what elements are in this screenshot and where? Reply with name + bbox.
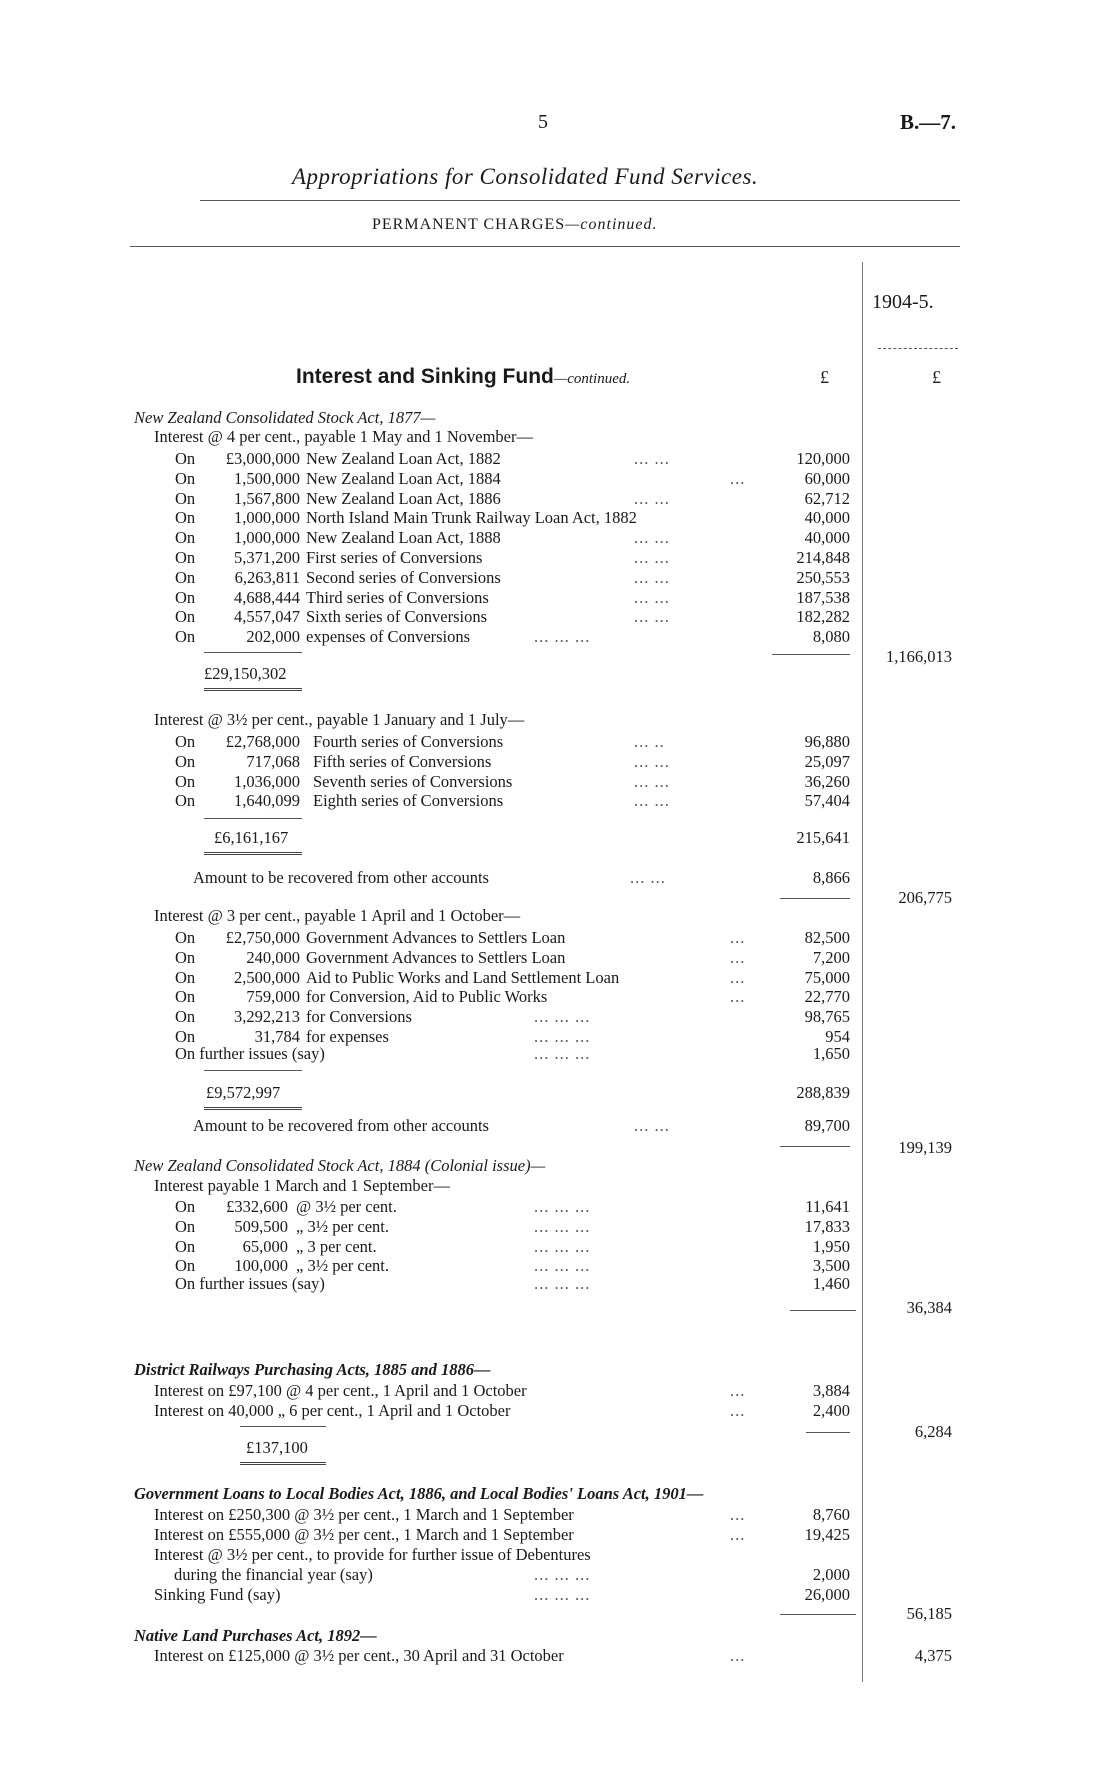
row-description: New Zealand Loan Act, 1884 <box>306 468 501 488</box>
year-heading: 1904-5. <box>872 291 934 313</box>
row-leader: ... ... <box>634 607 670 627</box>
interest-3pct-heading: Interest @ 3 per cent., payable 1 April and 1 October— <box>154 906 521 925</box>
row-description: North Island Main Trunk Railway Loan Act, 1882 <box>306 508 637 528</box>
row-on-label: On <box>175 967 196 987</box>
row-leader: ... <box>730 928 746 947</box>
document-reference: B.—7. <box>900 110 957 134</box>
table-row <box>0 772 1114 791</box>
row-description: Second series of Conversions <box>306 567 501 587</box>
subtitle-main: PERMANENT CHARGES <box>372 216 566 233</box>
native-land-row-1: Interest on £125,000 @ 3½ per cent., 30 April and 31 October <box>154 1646 564 1665</box>
row-on-label: On <box>175 468 196 488</box>
local-bodies-row-4: Sinking Fund (say) <box>154 1585 281 1604</box>
sum-1884: 36,384 <box>906 1298 952 1317</box>
further-issues-1884: On further issues (say) <box>175 1274 325 1293</box>
table-row <box>0 528 1114 547</box>
further-issues-1884-leader: ... ... ... <box>534 1274 591 1293</box>
table-row <box>0 752 1114 771</box>
row-amount: 240,000 <box>246 947 300 967</box>
row-leader: ... ... <box>634 528 670 548</box>
local-bodies-row-1-leader: ... <box>730 1505 746 1524</box>
row-leader: ... ... ... <box>534 627 591 647</box>
row-description: @ 3½ per cent. <box>296 1197 397 1216</box>
recovered-3half-label: Amount to be recovered from other accounts <box>193 868 489 887</box>
table-row <box>0 1256 1114 1275</box>
further-issues-3pct-value: 1,650 <box>812 1044 850 1063</box>
row-value: 182,282 <box>796 607 850 627</box>
interest-4pct-heading: Interest @ 4 per cent., payable 1 May and 1 November— <box>154 427 533 446</box>
row-on-label: On <box>175 987 196 1007</box>
district-railways-row-1-leader: ... <box>730 1381 746 1400</box>
total-3half-rule-top <box>204 818 302 819</box>
row-on-label: On <box>175 1007 196 1027</box>
district-railways-total: £137,100 <box>246 1438 308 1457</box>
district-railways-row-1: Interest on £97,100 @ 4 per cent., 1 April and 1 October <box>154 1381 527 1400</box>
local-bodies-sum: 56,185 <box>906 1604 952 1623</box>
table-row <box>0 469 1114 488</box>
table-row <box>0 948 1114 967</box>
row-on-label: On <box>175 1216 196 1236</box>
district-railways-total-rule-top <box>240 1426 326 1427</box>
row-on-label: On <box>175 928 196 947</box>
row-description: Eighth series of Conversions <box>313 791 504 811</box>
section-heading <box>296 366 630 387</box>
row-amount: 6,263,811 <box>234 567 300 587</box>
total-3pct: £9,572,997 <box>206 1083 281 1102</box>
row-leader: ... ... ... <box>534 1256 591 1276</box>
table-row <box>0 548 1114 567</box>
row-leader: ... ... ... <box>534 1236 591 1256</box>
district-railways-sum-rule <box>806 1432 850 1433</box>
row-value: 22,770 <box>804 987 850 1007</box>
row-amount: £332,600 <box>226 1197 288 1216</box>
table-row <box>0 1217 1114 1236</box>
total-3half-rule-bottom <box>204 852 302 855</box>
row-amount: 759,000 <box>246 987 300 1007</box>
row-amount: 4,557,047 <box>234 607 300 627</box>
total-4pct-rule-bottom <box>204 688 302 691</box>
row-description: New Zealand Loan Act, 1888 <box>306 528 501 548</box>
row-on-label: On <box>175 508 196 528</box>
row-value: 7,200 <box>812 947 850 967</box>
row-amount: £3,000,000 <box>225 449 300 468</box>
row-on-label: On <box>175 607 196 627</box>
district-railways-sum: 6,284 <box>914 1422 952 1441</box>
total-4pct-rule-top <box>204 652 302 653</box>
row-amount: 1,640,099 <box>234 791 300 811</box>
row-description: „ 3 per cent. <box>296 1236 377 1256</box>
table-row <box>0 1197 1114 1216</box>
row-leader: ... <box>730 947 746 967</box>
row-on-label: On <box>175 947 196 967</box>
interest-1884-heading: Interest payable 1 March and 1 September— <box>154 1176 450 1195</box>
row-description: Fourth series of Conversions <box>313 732 504 751</box>
row-amount: 65,000 <box>242 1236 288 1256</box>
local-bodies-row-2-leader: ... <box>730 1525 746 1544</box>
further-issues-1884-value: 1,460 <box>812 1274 850 1293</box>
net-3half-rule <box>780 898 850 899</box>
row-leader: ... ... <box>634 567 670 587</box>
table-row <box>0 568 1114 587</box>
section-continued: —continued. <box>553 371 631 387</box>
row-amount: 3,292,213 <box>234 1007 300 1027</box>
row-on-label: On <box>175 567 196 587</box>
local-bodies-sum-rule <box>780 1614 856 1615</box>
total-3half: £6,161,167 <box>214 828 289 847</box>
row-value: 954 <box>825 1027 850 1046</box>
page-title: Appropriations for Consolidated Fund Services. <box>292 164 759 189</box>
row-amount: 1,036,000 <box>234 771 300 791</box>
row-description: for Conversions <box>306 1007 412 1027</box>
row-value: 96,880 <box>804 732 850 751</box>
district-railways-row-2-value: 2,400 <box>812 1401 850 1420</box>
subtotal-4pct-rule <box>772 654 850 655</box>
table-row <box>0 1007 1114 1026</box>
net-3pct: 199,139 <box>898 1138 952 1157</box>
net-3pct-rule <box>780 1146 850 1147</box>
row-description: Seventh series of Conversions <box>313 771 513 791</box>
row-description: New Zealand Loan Act, 1882 <box>306 449 501 468</box>
row-value: 187,538 <box>796 587 850 607</box>
row-leader: ... ... <box>634 548 670 567</box>
row-on-label: On <box>175 548 196 567</box>
row-description: „ 3½ per cent. <box>296 1256 389 1276</box>
row-value: 8,080 <box>812 627 850 647</box>
net-3half: 206,775 <box>898 888 952 907</box>
row-leader: ... ... ... <box>534 1027 591 1046</box>
row-value: 36,260 <box>804 771 850 791</box>
local-bodies-row-3: Interest @ 3½ per cent., to provide for further issue of Debentures <box>154 1545 591 1564</box>
district-railways-row-2-leader: ... <box>730 1401 746 1420</box>
local-bodies-row-4-leader: ... ... ... <box>534 1585 591 1604</box>
subtitle-continued: —continued. <box>565 216 658 233</box>
row-description: Sixth series of Conversions <box>306 607 488 627</box>
row-value: 11,641 <box>805 1197 850 1216</box>
row-description: First series of Conversions <box>306 548 483 567</box>
section-title: Interest and Sinking Fund <box>296 365 554 388</box>
row-on-label: On <box>175 449 196 468</box>
local-bodies-row-3-value: 2,000 <box>812 1565 850 1584</box>
row-leader: ... ... <box>634 791 670 811</box>
row-value: 214,848 <box>796 548 850 567</box>
further-issues-3pct-leader: ... ... ... <box>534 1044 591 1063</box>
local-bodies-row-1: Interest on £250,300 @ 3½ per cent., 1 March and 1 September <box>154 1505 574 1524</box>
row-leader: ... ... <box>634 488 670 508</box>
district-railways-heading: District Railways Purchasing Acts, 1885 and 1886— <box>134 1360 491 1379</box>
row-value: 17,833 <box>804 1216 850 1236</box>
row-value: 57,404 <box>804 791 850 811</box>
row-amount: £2,768,000 <box>225 732 300 751</box>
row-leader: ... ... <box>634 449 670 468</box>
row-on-label: On <box>175 627 196 647</box>
table-row <box>0 508 1114 527</box>
native-land-row-1-leader: ... <box>730 1646 746 1665</box>
subtotal-3pct: 288,839 <box>796 1083 850 1102</box>
further-issues-3pct: On further issues (say) <box>175 1044 325 1063</box>
row-amount: 1,000,000 <box>234 508 300 528</box>
page-number: 5 <box>538 111 548 133</box>
recovered-3half-leader: ... ... <box>630 868 666 887</box>
row-leader: ... ... ... <box>534 1216 591 1236</box>
local-bodies-row-4-value: 26,000 <box>804 1585 850 1604</box>
row-on-label: On <box>175 1197 196 1216</box>
native-land-heading: Native Land Purchases Act, 1892— <box>134 1626 377 1645</box>
interest-3half-heading: Interest @ 3½ per cent., payable 1 January and 1 July— <box>154 710 525 729</box>
row-amount: 4,688,444 <box>234 587 300 607</box>
recovered-3pct-leader: ... ... <box>634 1116 670 1135</box>
title-rule <box>200 200 960 201</box>
row-amount: 2,500,000 <box>234 967 300 987</box>
row-description: Third series of Conversions <box>306 587 489 607</box>
row-value: 40,000 <box>804 528 850 548</box>
local-bodies-row-3-cont: during the financial year (say) <box>174 1565 373 1584</box>
row-leader: ... .. <box>634 732 665 751</box>
row-amount: 717,068 <box>246 751 300 771</box>
row-on-label: On <box>175 751 196 771</box>
page-subtitle <box>372 217 658 233</box>
total-3pct-rule-bottom <box>204 1107 302 1110</box>
row-value: 98,765 <box>804 1007 850 1027</box>
row-description: New Zealand Loan Act, 1886 <box>306 488 501 508</box>
row-value: 62,712 <box>804 488 850 508</box>
row-description: Aid to Public Works and Land Settlement Loan <box>306 967 620 987</box>
row-amount: 5,371,200 <box>234 548 300 567</box>
row-on-label: On <box>175 1236 196 1256</box>
row-amount: 31,784 <box>254 1027 300 1046</box>
row-value: 25,097 <box>804 751 850 771</box>
row-description: Fifth series of Conversions <box>313 751 492 771</box>
row-value: 60,000 <box>804 468 850 488</box>
table-row <box>0 1237 1114 1256</box>
row-amount: 509,500 <box>234 1216 288 1236</box>
recovered-3pct-label: Amount to be recovered from other accounts <box>193 1116 489 1135</box>
row-leader: ... ... <box>634 587 670 607</box>
table-row <box>0 489 1114 508</box>
row-value: 82,500 <box>804 928 850 947</box>
table-row <box>0 627 1114 646</box>
row-leader: ... ... <box>634 771 670 791</box>
row-leader: ... <box>730 987 746 1007</box>
pound-column-head: £ <box>820 367 829 387</box>
row-value: 3,500 <box>812 1256 850 1276</box>
recovered-3pct-value: 89,700 <box>804 1116 850 1135</box>
district-railways-row-2: Interest on 40,000 „ 6 per cent., 1 April and 1 October <box>154 1401 511 1420</box>
table-row <box>0 987 1114 1006</box>
row-value: 40,000 <box>804 508 850 528</box>
act-1884-heading: New Zealand Consolidated Stock Act, 1884 (Colonial issue)— <box>134 1156 546 1175</box>
row-leader: ... <box>730 967 746 987</box>
row-on-label: On <box>175 488 196 508</box>
row-amount: £2,750,000 <box>225 928 300 947</box>
row-amount: 1,000,000 <box>234 528 300 548</box>
row-on-label: On <box>175 587 196 607</box>
row-description: expenses of Conversions <box>306 627 471 647</box>
row-value: 1,950 <box>812 1236 850 1256</box>
row-on-label: On <box>175 791 196 811</box>
row-description: for Conversion, Aid to Public Works <box>306 987 548 1007</box>
subtitle-rule <box>130 246 960 247</box>
local-bodies-row-2-value: 19,425 <box>804 1525 850 1544</box>
table-row <box>0 449 1114 468</box>
table-row <box>0 928 1114 947</box>
native-land-sum: 4,375 <box>914 1646 952 1665</box>
total-4pct: £29,150,302 <box>204 664 287 683</box>
table-row <box>0 732 1114 751</box>
row-amount: 100,000 <box>234 1256 288 1276</box>
total-3pct-rule-top <box>204 1070 302 1071</box>
act-1877-heading: New Zealand Consolidated Stock Act, 1877— <box>134 408 436 427</box>
sum-4pct: 1,166,013 <box>886 647 952 666</box>
recovered-3half-value: 8,866 <box>812 868 850 887</box>
local-bodies-heading: Government Loans to Local Bodies Act, 1886, and Local Bodies' Loans Act, 1901— <box>134 1484 704 1503</box>
row-on-label: On <box>175 528 196 548</box>
row-leader: ... ... <box>634 751 670 771</box>
row-value: 75,000 <box>804 967 850 987</box>
row-amount: 202,000 <box>246 627 300 647</box>
row-leader: ... ... ... <box>534 1007 591 1027</box>
row-leader: ... ... ... <box>534 1197 591 1216</box>
row-on-label: On <box>175 771 196 791</box>
year-rule <box>878 348 958 349</box>
district-railways-total-rule-bottom <box>240 1462 326 1465</box>
row-value: 250,553 <box>796 567 850 587</box>
subtotal-3half: 215,641 <box>796 828 850 847</box>
row-description: „ 3½ per cent. <box>296 1216 389 1236</box>
district-railways-row-1-value: 3,884 <box>812 1381 850 1400</box>
row-on-label: On <box>175 1027 196 1046</box>
row-value: 120,000 <box>796 449 850 468</box>
row-description: Government Advances to Settlers Loan <box>306 947 566 967</box>
pound-year-column-head: £ <box>932 367 941 387</box>
row-amount: 1,500,000 <box>234 468 300 488</box>
row-leader: ... <box>730 468 746 488</box>
row-amount: 1,567,800 <box>234 488 300 508</box>
table-row <box>0 791 1114 810</box>
local-bodies-row-1-value: 8,760 <box>812 1505 850 1524</box>
row-on-label: On <box>175 732 196 751</box>
table-row <box>0 968 1114 987</box>
sum-1884-rule <box>790 1310 856 1311</box>
local-bodies-row-3-leader: ... ... ... <box>534 1565 591 1584</box>
table-row <box>0 607 1114 626</box>
row-description: Government Advances to Settlers Loan <box>306 928 566 947</box>
table-row <box>0 588 1114 607</box>
row-on-label: On <box>175 1256 196 1276</box>
local-bodies-row-2: Interest on £555,000 @ 3½ per cent., 1 March and 1 September <box>154 1525 574 1544</box>
row-description: for expenses <box>306 1027 389 1046</box>
